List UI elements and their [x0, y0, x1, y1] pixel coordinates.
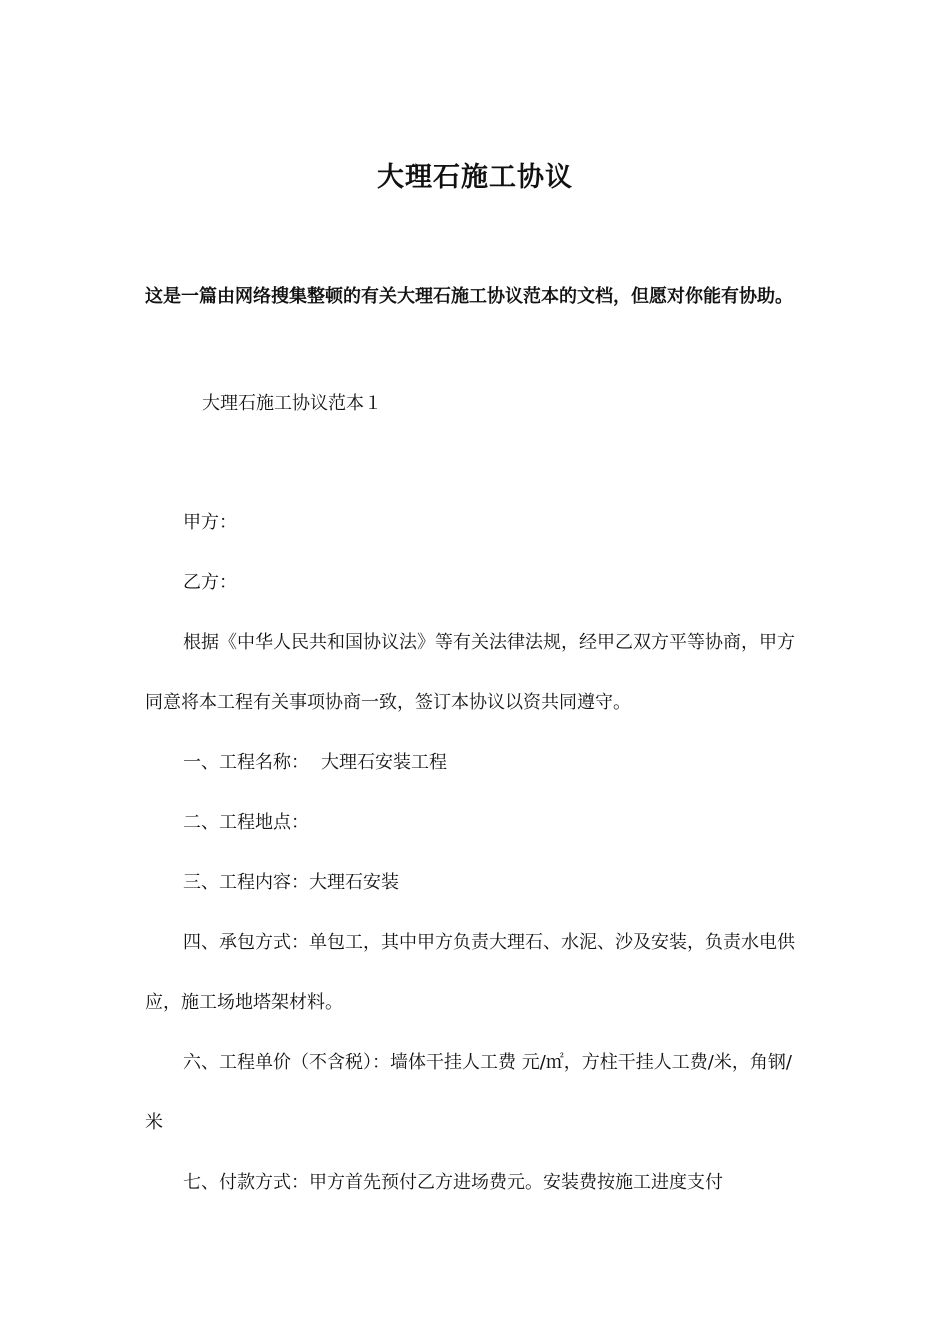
clause-project-name-value: 大理石安装工程: [321, 752, 447, 773]
clause-contract-method: 四、承包方式：单包工，其中甲方负责大理石、水泥、沙及安装，负责水电供应，施工场地塔架材料。: [145, 932, 795, 1013]
document-title: 大理石施工协议: [377, 162, 573, 193]
clause-project-content: 三、工程内容：大理石安装: [183, 872, 399, 893]
intro-paragraph: 这是一篇由网络搜集整顿的有关大理石施工协议范本的文档，但愿对你能有协助。: [145, 286, 793, 307]
sample-subtitle: 大理石施工协议范本１: [202, 393, 382, 414]
preamble-paragraph: 根据《中华人民共和国协议法》等有关法律法规，经甲乙双方平等协商，甲方同意将本工程有关事项协商一致，签订本协议以资共同遵守。: [145, 632, 795, 713]
clause-payment-method: 七、付款方式：甲方首先预付乙方进场费元。安装费按施工进度支付: [183, 1172, 723, 1193]
clause-unit-price: 六、工程单价（不含税）：墙体干挂人工费 元/㎡，方柱干挂人工费/米，角钢/米: [145, 1052, 792, 1133]
clause-project-name: [145, 733, 805, 793]
party-b-line: 乙方：: [183, 572, 237, 593]
clause-project-name-label: 一、工程名称：: [183, 752, 309, 773]
party-a-line: 甲方：: [183, 512, 237, 533]
clause-project-location: 二、工程地点：: [183, 812, 309, 833]
